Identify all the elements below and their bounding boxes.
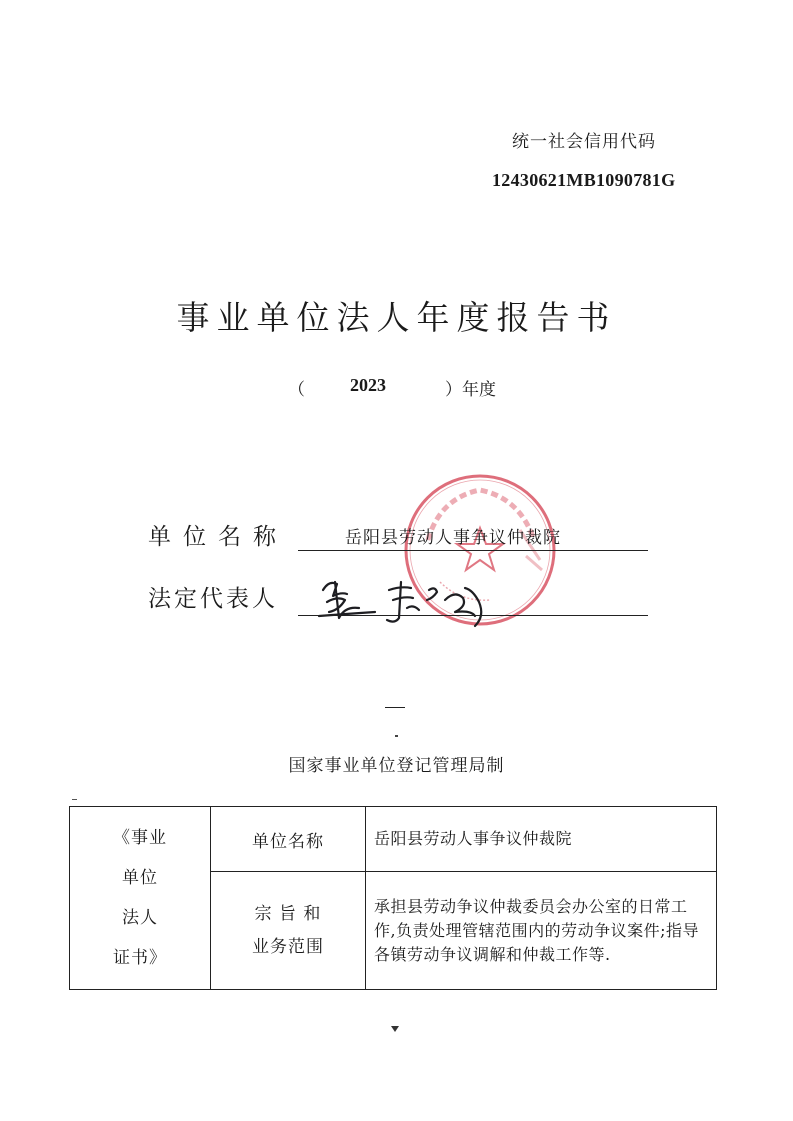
- page-title: 事业单位法人年度报告书: [176, 298, 617, 337]
- scan-speck: [395, 735, 398, 737]
- unit-name-label-cell: [211, 807, 366, 872]
- certificate-title-cell: [70, 807, 211, 990]
- unit-name-label: 单位名称: [148, 524, 288, 550]
- scope-label-line: 业务范围: [252, 936, 324, 957]
- legal-rep-label: 法定代表人: [148, 586, 278, 612]
- unit-name-underline: [298, 550, 648, 551]
- certificate-title-line: 法人: [122, 908, 158, 928]
- registrar-line: 国家事业单位登记管理局制: [288, 756, 505, 776]
- handwritten-signature: [315, 560, 505, 635]
- year-open-paren: （: [288, 380, 305, 400]
- table-unit-name-label: 单位名称: [252, 831, 324, 852]
- legal-rep-underline: [298, 615, 648, 616]
- certificate-title-line: 《事业: [113, 828, 167, 848]
- certificate-title-line: 证书》: [113, 948, 167, 968]
- credit-code-label: 统一社会信用代码: [512, 132, 656, 152]
- unit-name-value-cell: [366, 807, 717, 872]
- business-scope-text: 承担县劳动争议仲裁委员会办公室的日常工作,负责处理管辖范围内的劳动争议案件;指导各镇劳动争议调解和仲裁工作等.: [374, 896, 699, 964]
- separator-dash: [385, 707, 405, 708]
- scope-value-cell: [366, 872, 717, 990]
- year-close-suffix: ）年度: [445, 380, 496, 400]
- credit-code-value: 12430621MB1090781G: [492, 170, 676, 190]
- certificate-table: [69, 806, 717, 990]
- table-row: [70, 807, 717, 872]
- scope-label-cell: [211, 872, 366, 990]
- scan-speck: [391, 1026, 399, 1032]
- certificate-title-line: 单位: [122, 868, 158, 888]
- table-unit-name-value: 岳阳县劳动人事争议仲裁院: [374, 829, 573, 848]
- report-year: 2023: [350, 375, 386, 395]
- unit-name-value: 岳阳县劳动人事争议仲裁院: [345, 528, 561, 548]
- scan-speck: [72, 799, 77, 800]
- scope-label-line: 宗 旨 和: [254, 903, 322, 924]
